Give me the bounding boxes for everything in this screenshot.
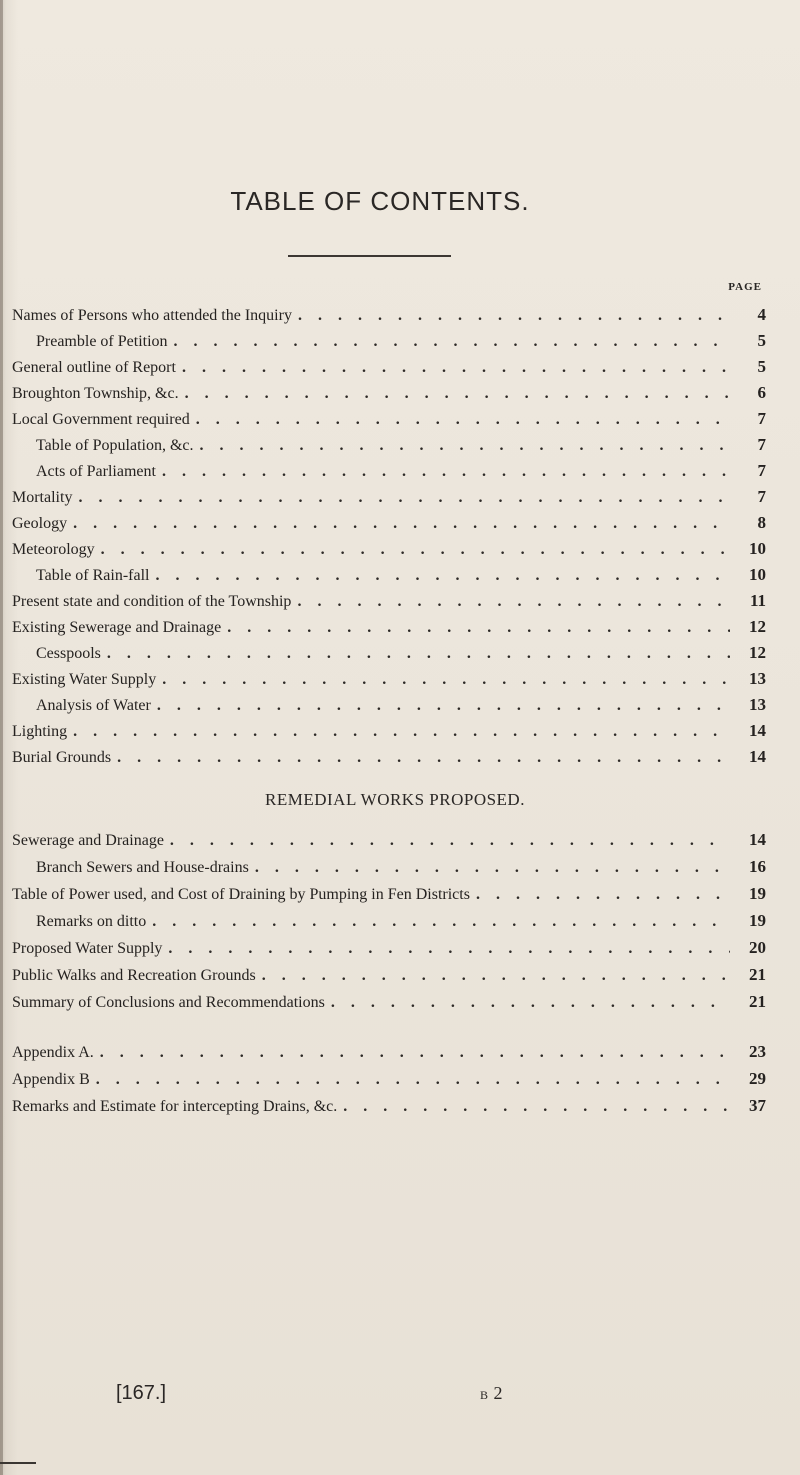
toc-entry-label: Sewerage and Drainage — [12, 832, 164, 849]
toc-entry[interactable] — [12, 1096, 772, 1118]
toc-entry-label: Analysis of Water — [36, 697, 151, 714]
toc-entry-page: 14 — [749, 830, 766, 849]
toc-entry-label: Remarks on ditto — [36, 913, 147, 930]
toc-entry-label: Summary of Conclusions and Recommendations — [12, 994, 325, 1011]
toc-entry-label: Remarks and Estimate for intercepting Drains, &c. — [12, 1098, 338, 1115]
toc-entry-page: 19 — [749, 911, 766, 930]
toc-entry-page: 20 — [749, 938, 766, 957]
toc-entry[interactable] — [12, 695, 772, 717]
page-title: TABLE OF CONTENTS. — [230, 186, 530, 216]
toc-entry-label: Present state and condition of the Township — [12, 593, 292, 610]
toc-entry[interactable] — [12, 911, 772, 933]
dot-leader — [343, 1098, 730, 1116]
dot-leader — [100, 1044, 730, 1062]
toc-entry-label: Local Government required — [12, 411, 190, 428]
signature-letter: B — [480, 1388, 490, 1402]
toc-entry[interactable] — [12, 461, 772, 483]
toc-entry[interactable] — [12, 721, 772, 743]
toc-entry[interactable] — [12, 565, 772, 587]
toc-entry[interactable] — [12, 938, 772, 960]
toc-entry-label: Geology — [12, 515, 68, 532]
toc-entry-label: Proposed Water Supply — [12, 940, 163, 957]
dot-leader — [331, 994, 730, 1012]
toc-entry-page: 4 — [757, 305, 766, 324]
toc-entry-page: 11 — [749, 591, 766, 610]
toc-entry-page: 10 — [749, 565, 766, 584]
toc-entry-label: Meteorology — [12, 541, 95, 558]
dot-leader — [162, 463, 730, 481]
toc-entry-label: Table of Rain-fall — [36, 567, 150, 584]
dot-leader — [227, 619, 730, 637]
toc-entry-label: Appendix B — [12, 1071, 90, 1088]
toc-entry-label: Appendix A. — [12, 1044, 94, 1061]
toc-entry[interactable] — [12, 435, 772, 457]
dot-leader — [297, 593, 730, 611]
toc-entry-label: Lighting — [12, 723, 68, 740]
dot-leader — [182, 359, 730, 377]
toc-entry-page: 23 — [749, 1042, 766, 1061]
dot-leader — [168, 940, 730, 958]
toc-entry[interactable] — [12, 669, 772, 691]
toc-entry-page: 7 — [757, 435, 766, 454]
toc-entry[interactable] — [12, 513, 772, 535]
signature-mark — [480, 1383, 503, 1404]
toc-entry-page: 8 — [757, 513, 766, 532]
toc-entry-page: 12 — [749, 617, 766, 636]
dot-leader — [101, 541, 730, 559]
dot-leader — [196, 411, 730, 429]
dot-leader — [162, 671, 730, 689]
toc-entry-label: Burial Grounds — [12, 749, 112, 766]
dot-leader — [200, 437, 730, 455]
dot-leader — [73, 515, 730, 533]
signature-number: 2 — [493, 1383, 503, 1403]
toc-entry[interactable] — [12, 1069, 772, 1091]
dot-leader — [156, 567, 731, 585]
toc-entry-label: Mortality — [12, 489, 73, 506]
toc-entry-page: 14 — [749, 747, 766, 766]
toc-entry-label: Table of Power used, and Cost of Draining by Pumping in Fen Districts — [12, 886, 470, 903]
toc-entry-page: 5 — [757, 331, 766, 350]
toc-entry[interactable] — [12, 857, 772, 879]
toc-entry-page: 5 — [757, 357, 766, 376]
toc-entry[interactable] — [12, 487, 772, 509]
toc-entry-page: 7 — [757, 487, 766, 506]
toc-entry-page: 14 — [749, 721, 766, 740]
dot-leader — [96, 1071, 730, 1089]
toc-entry[interactable] — [12, 383, 772, 405]
dot-leader — [152, 913, 730, 931]
toc-entry[interactable] — [12, 992, 772, 1014]
toc-entry-page: 13 — [749, 695, 766, 714]
toc-entry-label: Cesspools — [36, 645, 101, 662]
toc-entry-page: 13 — [749, 669, 766, 688]
dot-leader — [107, 645, 730, 663]
toc-entry-page: 21 — [749, 965, 766, 984]
document-number: [167.] — [116, 1382, 167, 1404]
toc-entry[interactable] — [12, 965, 772, 987]
toc-entry-label: Table of Population, &c. — [36, 437, 194, 454]
toc-entry[interactable] — [12, 409, 772, 431]
toc-entry[interactable] — [12, 747, 772, 769]
toc-entry[interactable] — [12, 617, 772, 639]
toc-entry-label: Existing Sewerage and Drainage — [12, 619, 222, 636]
toc-entry-page: 12 — [749, 643, 766, 662]
toc-entry-page: 7 — [757, 461, 766, 480]
dot-leader — [73, 723, 730, 741]
toc-entry-page: 29 — [749, 1069, 766, 1088]
toc-entry-page: 21 — [749, 992, 766, 1011]
toc-entry[interactable] — [12, 357, 772, 379]
dot-leader — [476, 886, 730, 904]
binding-mark — [0, 1462, 36, 1464]
dot-leader — [262, 967, 730, 985]
toc-entry-page: 16 — [749, 857, 766, 876]
dot-leader — [174, 333, 730, 351]
toc-entry-label: Branch Sewers and House-drains — [36, 859, 249, 876]
toc-entry-label: Preamble of Petition — [36, 333, 168, 350]
binding-edge — [0, 0, 3, 1475]
toc-entry-label: Broughton Township, &c. — [12, 385, 179, 402]
toc-entry[interactable] — [12, 884, 772, 906]
toc-entry[interactable] — [12, 539, 772, 561]
toc-entry[interactable] — [12, 331, 772, 353]
toc-entry-label: Public Walks and Recreation Grounds — [12, 967, 256, 984]
toc-entry-page: 6 — [757, 383, 766, 402]
toc-entry-page: 19 — [749, 884, 766, 903]
toc-entry-label: Existing Water Supply — [12, 671, 157, 688]
dot-leader — [117, 749, 730, 767]
dot-leader — [185, 385, 730, 403]
toc-entry[interactable] — [12, 591, 772, 613]
toc-entry-page: 7 — [757, 409, 766, 428]
page-column-header: PAGE — [728, 281, 762, 293]
dot-leader — [255, 859, 730, 877]
toc-entry-label: General outline of Report — [12, 359, 176, 376]
dot-leader — [78, 489, 730, 507]
title-rule-divider — [288, 255, 451, 257]
section-heading: REMEDIAL WORKS PROPOSED. — [265, 790, 525, 809]
toc-entry-label: Names of Persons who attended the Inquiry — [12, 307, 292, 324]
dot-leader — [170, 832, 730, 850]
toc-entry-label: Acts of Parliament — [36, 463, 156, 480]
toc-entry-page: 37 — [749, 1096, 766, 1115]
dot-leader — [298, 307, 730, 325]
dot-leader — [157, 697, 730, 715]
toc-entry-page: 10 — [749, 539, 766, 558]
toc-entry[interactable] — [12, 305, 772, 327]
toc-entry[interactable] — [12, 1042, 772, 1064]
toc-entry[interactable] — [12, 643, 772, 665]
toc-entry[interactable] — [12, 830, 772, 852]
